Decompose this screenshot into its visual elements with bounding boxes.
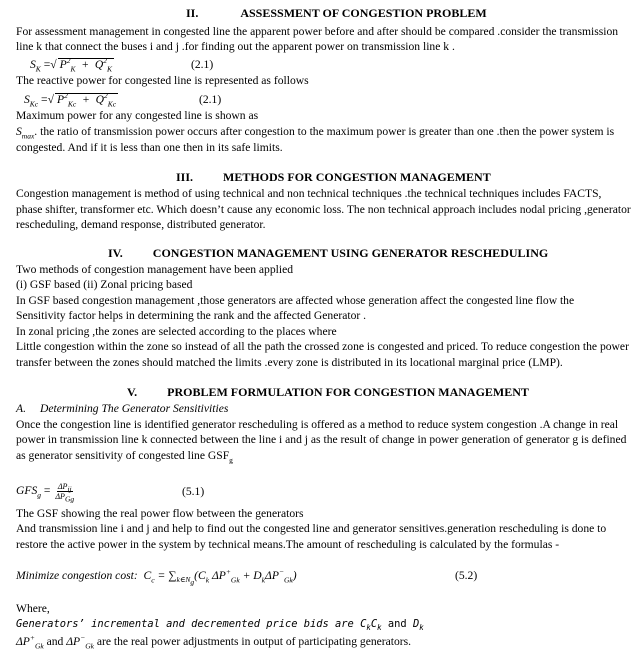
paragraph-line: The GSF showing the real power flow between the generators (16, 507, 304, 520)
paragraph-line: Little congestion within the zone so instead of all the path the crossed zone is congested and priced. To reduce congestion the power (16, 340, 629, 353)
equation-5-2: Minimize congestion cost: $C_c = \sum_{k\in N_g}(C_k$ $\Delta P^+_{Gk} + D_k\Delta P^-_{Gk}$) (16, 567, 297, 587)
equation-5-1: $GFS_g$ = $\frac{\Delta P_{ij}}{\Delta P_{Gg}}$ (16, 482, 75, 504)
paragraph-line: Where, (16, 602, 50, 615)
paragraph-line: Generators’ incremental and decremented price bids are $C_kC_k$ and $D_k$ (16, 618, 424, 633)
paragraph-line: congested. And if it is less than one then in its safe limits. (16, 141, 283, 154)
paragraph-line: restore the active power in the system by technical means.The amount of rescheduling is calculated by the formulas - (16, 538, 560, 551)
section-title: PROBLEM FORMULATION FOR CONGESTION MANAGEMENT (167, 385, 529, 399)
equation-number: (2.1) (191, 58, 214, 71)
paragraph-line: Sensitivity factor helps in determining the rank and the affected Generator . (16, 309, 367, 322)
section-heading-v (127, 385, 529, 400)
paragraph-line: rescheduling, demand response, distributed generator. (16, 218, 266, 231)
paragraph-line: Once the congestion line is identified generator rescheduling is offered as a method to reduce system congestion .A change in real (16, 418, 619, 431)
equation-number: (5.1) (182, 485, 205, 498)
paragraph-line: power in transmission line k connected between the line i and j as the result of change in power generation of generator g is defined (16, 433, 627, 446)
paragraph-line: Congestion management is method of using technical and non technical techniques .the technical techniques includes FACTS, (16, 187, 602, 200)
paragraph-line: For assessment management in congested line the apparent power before and after should be compared .consider the transmission (16, 25, 619, 38)
paragraph-line: $\Delta P^+_{Gk}$ and $\Delta P^-_{Gk}$ are the real power adjustments in output of participating generators. (16, 633, 412, 651)
paragraph-line: phase shifter, transformer etc. Which doesn’t cause any economic loss. The non technical approach includes nodal pricing ,generator (16, 203, 631, 216)
equation-2-1a: $S_K$ =√ $P^2_K + Q^2_K$ (30, 56, 113, 74)
section-heading-iii (176, 170, 491, 185)
equation-number: (5.2) (455, 569, 478, 582)
equation-number: (2.1) (199, 93, 222, 106)
section-title: ASSESSMENT OF CONGESTION PROBLEM (240, 6, 487, 20)
paragraph-line: The reactive power for congested line is represented as follows (16, 74, 309, 87)
paragraph-line: $S_{max}$. the ratio of transmission power occurs after congestion to the maximum power is greater than one .then the power system is (16, 125, 615, 141)
subsection-heading: A. Determining The Generator Sensitivities (16, 402, 229, 415)
paragraph-line: In GSF based congestion management ,those generators are affected whose generation affect the congested line flow the (16, 294, 575, 307)
paragraph-line: as generator sensitivity of congested line $GSF_g$ (16, 449, 233, 465)
section-title: METHODS FOR CONGESTION MANAGEMENT (223, 170, 491, 184)
paragraph-line: line k that connect the buses i and j .for finding out the apparent power on transmission line k . (16, 40, 455, 53)
section-number: III. (176, 170, 194, 184)
paragraph-line: And transmission line i and j and help to find out the congested line and generator sensitives.generation rescheduling is done to (16, 522, 607, 535)
section-title: CONGESTION MANAGEMENT USING GENERATOR RESCHEDULING (152, 246, 549, 260)
section-number: V. (127, 385, 138, 399)
section-heading-ii (186, 6, 487, 21)
paragraph-line: transfer between the zones should matched the limits .every zone is distributed in its locational marginal price (LMP). (16, 356, 563, 369)
paragraph-line: Maximum power for any congested line is shown as (16, 109, 259, 122)
equation-2-1b: $S_{Kc}$ =√ $P^2_{Kc} + Q^2_{Kc}$ (24, 91, 117, 109)
paragraph-line: Two methods of congestion management have been applied (16, 263, 294, 276)
paragraph-line: (i) GSF based (ii) Zonal pricing based (16, 278, 193, 291)
section-number: IV. (108, 246, 123, 260)
section-number: II. (186, 6, 199, 20)
paragraph-line: In zonal pricing ,the zones are selected according to the places where (16, 325, 337, 338)
section-heading-iv (108, 246, 548, 261)
